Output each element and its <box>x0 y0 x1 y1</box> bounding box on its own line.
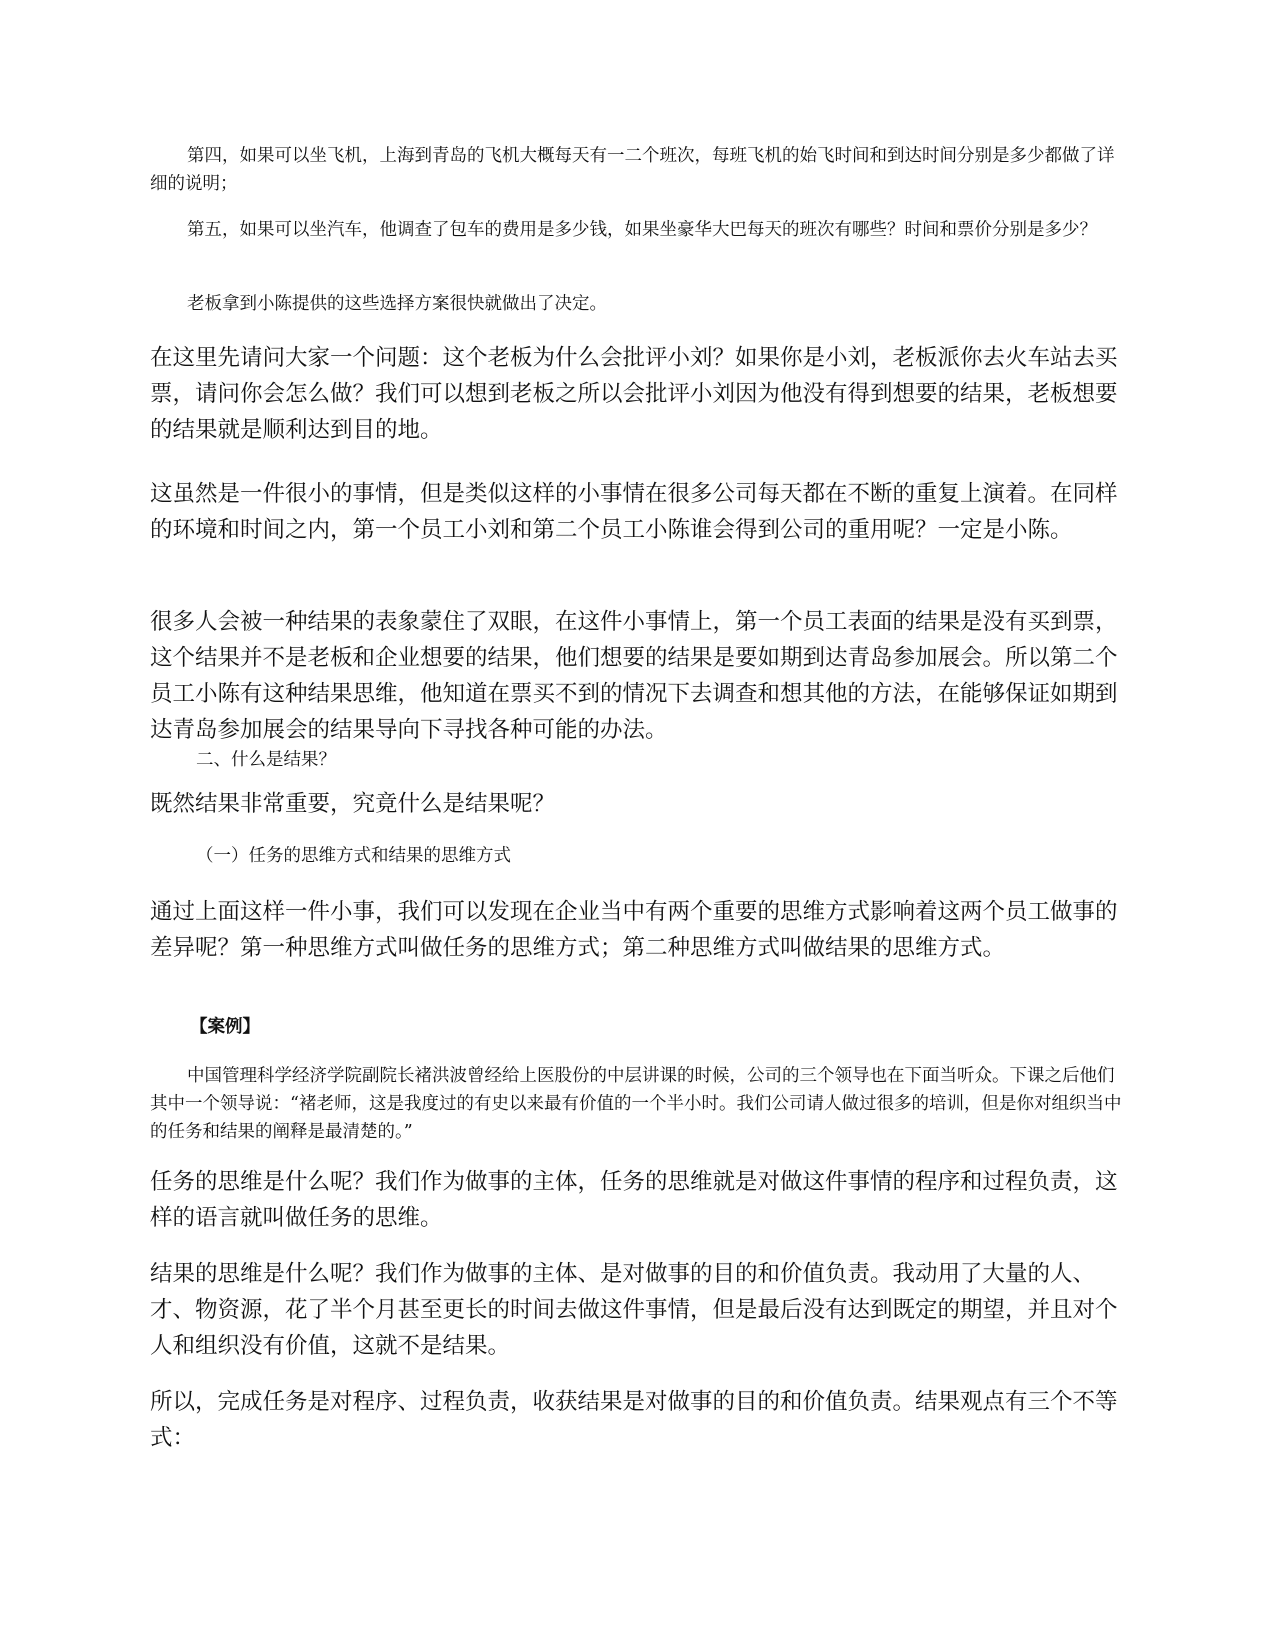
case-label: 【案例】 <box>190 1017 260 1037</box>
paragraph-fifth-bus: 第五，如果可以坐汽车，他调查了包车的费用是多少钱，如果坐豪华大巴每天的班次有哪些？时间和票价分别是多少？ <box>187 220 1097 240</box>
paragraph-task-thinking: 任务的思维是什么呢？我们作为做事的主体，任务的思维就是对做这件事情的程序和过程负责，这样的语言就叫做任务的思维。 <box>150 1169 1118 1231</box>
paragraph-appearance: 很多人会被一种结果的表象蒙住了双眼，在这件小事情上，第一个员工表面的结果是没有买到票，这个结果并不是老板和企业想要的结果，他们想要的结果是要如期到达青岛参加展会。所以第二个员工小陈有这种结果思维，他知道在票买不到的情况下去调查和想其他的方法，在能够保证如期到达青岛参加展会的结果导向下寻找各种可能的办法。 <box>150 609 1118 743</box>
paragraph-two-thinking-modes: 通过上面这样一件小事，我们可以发现在企业当中有两个重要的思维方式影响着这两个员工做事的差异呢？第一种思维方式叫做任务的思维方式；第二种思维方式叫做结果的思维方式。 <box>150 899 1118 961</box>
paragraph-result-thinking: 结果的思维是什么呢？我们作为做事的主体、是对做事的目的和价值负责。我动用了大量的人、才、物资源，花了半个月甚至更长的时间去做这件事情，但是最后没有达到既定的期望，并且对个人和组织没有价值，这就不是结果。 <box>150 1261 1118 1359</box>
section-heading-what-is-result: 二、什么是结果？ <box>196 750 336 770</box>
paragraph-case-study: 中国管理科学经济学院副院长褚洪波曾经给上医股份的中层讲课的时候，公司的三个领导也在下面当听众。下课之后他们其中一个领导说：“褚老师，这是我度过的有史以来最有价值的一个半小时。我们公司请人做过很多的培训，但是你对组织当中的任务和结果的阐释是最清楚的。” <box>150 1066 1122 1142</box>
paragraph-result-question: 既然结果非常重要，究竟什么是结果呢？ <box>150 791 556 817</box>
paragraph-conclusion: 所以，完成任务是对程序、过程负责，收获结果是对做事的目的和价值负责。结果观点有三个不等式： <box>150 1389 1118 1451</box>
paragraph-small-matter: 这虽然是一件很小的事情，但是类似这样的小事情在很多公司每天都在不断的重复上演着。在同样的环境和时间之内，第一个员工小刘和第二个员工小陈谁会得到公司的重用呢？一定是小陈。 <box>150 481 1118 543</box>
subsection-heading-thinking-modes: （一）任务的思维方式和结果的思维方式 <box>196 846 511 866</box>
paragraph-boss-decision: 老板拿到小陈提供的这些选择方案很快就做出了决定。 <box>187 294 607 314</box>
paragraph-fourth-flight: 第四，如果可以坐飞机，上海到青岛的飞机大概每天有一二个班次，每班飞机的始飞时间和到达时间分别是多少都做了详细的说明； <box>150 146 1115 194</box>
paragraph-question: 在这里先请问大家一个问题：这个老板为什么会批评小刘？如果你是小刘，老板派你去火车站去买票，请问你会怎么做？我们可以想到老板之所以会批评小刘因为他没有得到想要的结果，老板想要的结果就是顺利达到目的地。 <box>150 345 1118 443</box>
